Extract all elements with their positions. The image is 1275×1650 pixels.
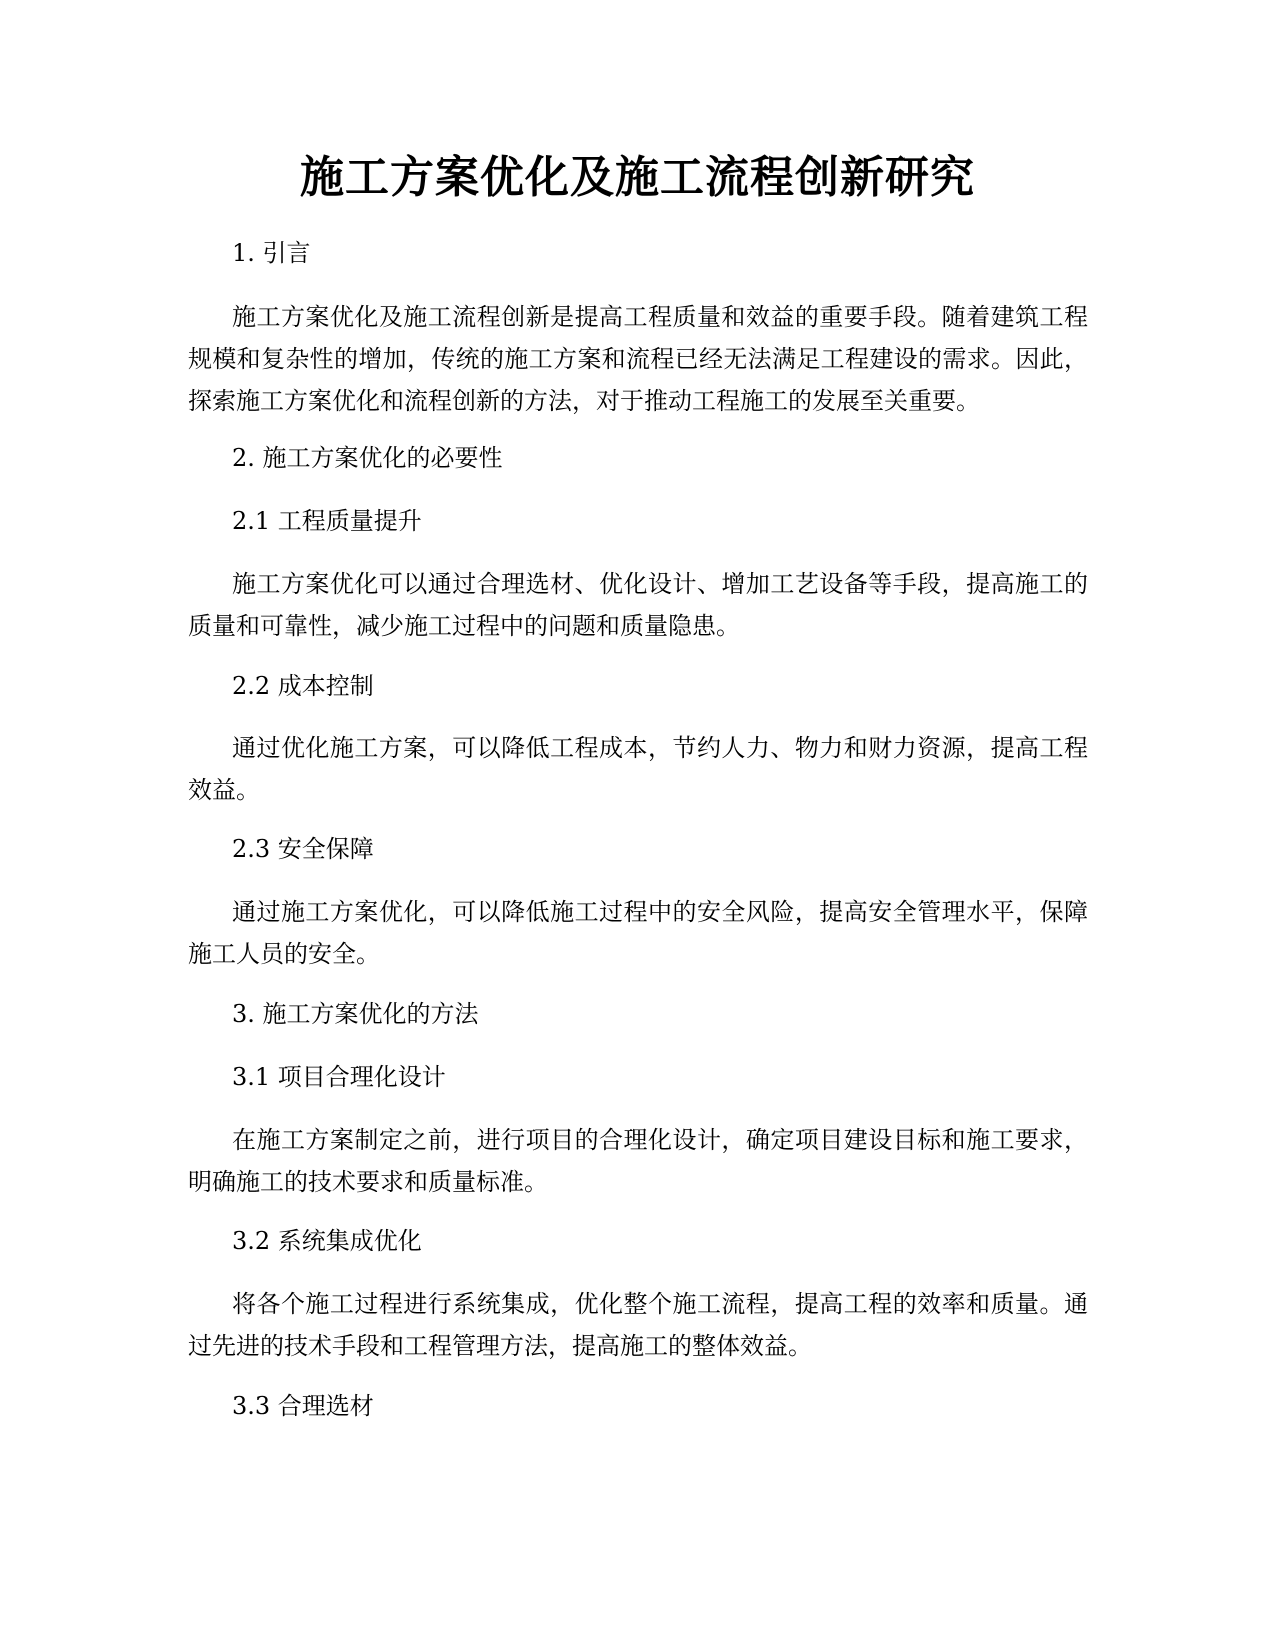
heading-system-integration: 3.2 系统集成优化 — [232, 1227, 422, 1255]
paragraph-cost: 通过优化施工方案，可以降低工程成本，节约人力、物力和财力资源，提高工程效益。 — [188, 734, 1088, 804]
heading-material-selection: 3.3 合理选材 — [232, 1392, 374, 1420]
heading-safety: 2.3 安全保障 — [232, 835, 374, 863]
heading-quality: 2.1 工程质量提升 — [232, 507, 422, 535]
heading-introduction: 1. 引言 — [232, 239, 311, 267]
heading-methods: 3. 施工方案优化的方法 — [232, 1000, 479, 1028]
paragraph-quality: 施工方案优化可以通过合理选材、优化设计、增加工艺设备等手段，提高施工的质量和可靠性，减少施工过程中的问题和质量隐患。 — [188, 570, 1088, 640]
heading-cost: 2.2 成本控制 — [232, 672, 374, 700]
heading-necessity: 2. 施工方案优化的必要性 — [232, 444, 503, 472]
paragraph-system-integration: 将各个施工过程进行系统集成，优化整个施工流程，提高工程的效率和质量。通过先进的技术手段和工程管理方法，提高施工的整体效益。 — [188, 1290, 1088, 1360]
paragraph-safety: 通过施工方案优化，可以降低施工过程中的安全风险，提高安全管理水平，保障施工人员的安全。 — [188, 898, 1088, 968]
paragraph-introduction: 施工方案优化及施工流程创新是提高工程质量和效益的重要手段。随着建筑工程规模和复杂性的增加，传统的施工方案和流程已经无法满足工程建设的需求。因此，探索施工方案优化和流程创新的方法，对于推动工程施工的发展至关重要。 — [188, 303, 1088, 415]
heading-rational-design: 3.1 项目合理化设计 — [232, 1063, 446, 1091]
document-title: 施工方案优化及施工流程创新研究 — [300, 152, 975, 203]
paragraph-rational-design: 在施工方案制定之前，进行项目的合理化设计，确定项目建设目标和施工要求，明确施工的技术要求和质量标准。 — [188, 1126, 1088, 1196]
